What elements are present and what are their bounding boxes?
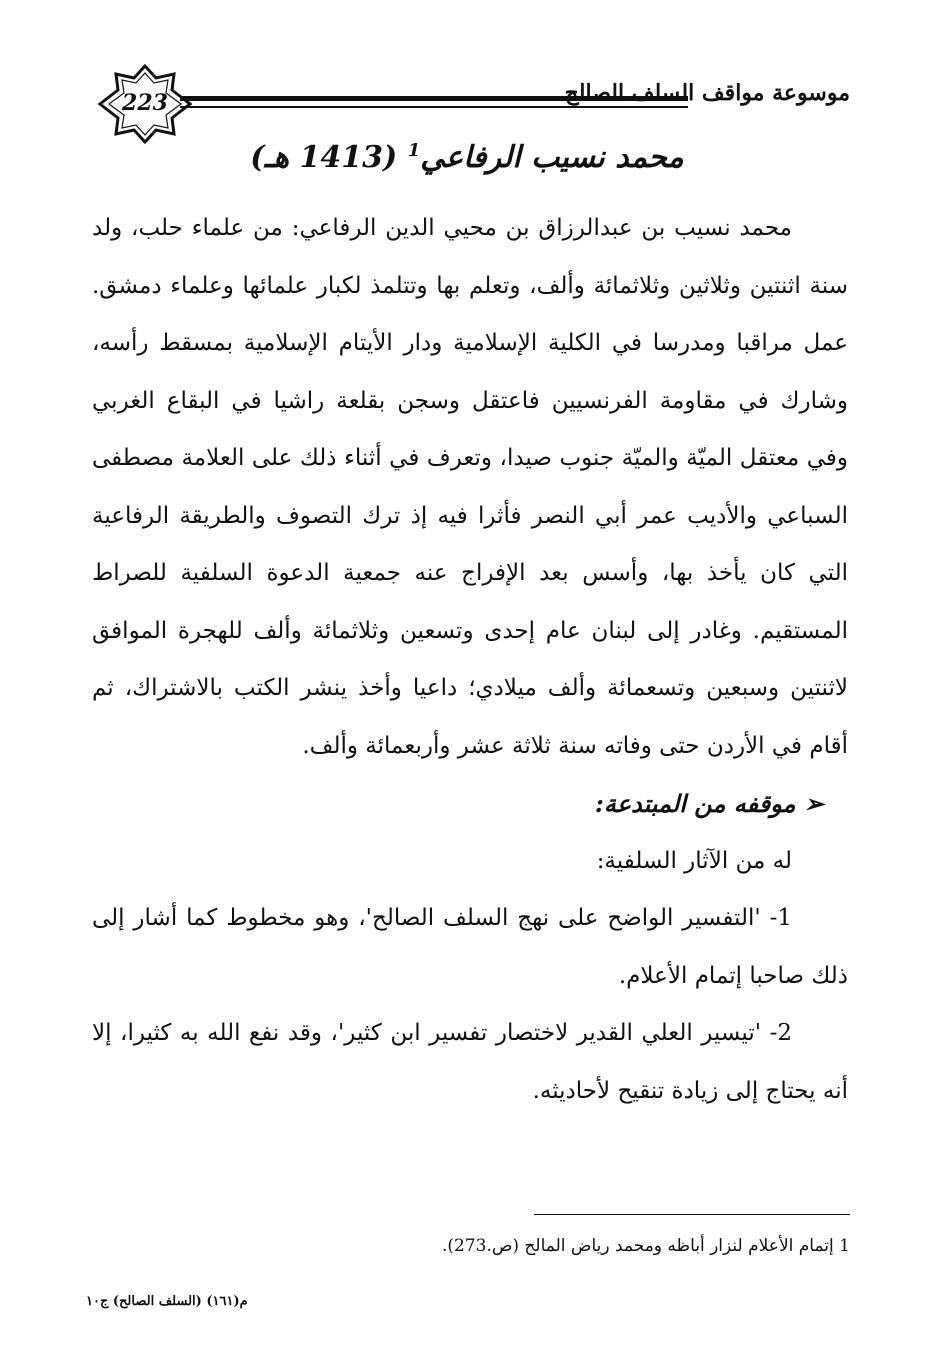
footnote-ref: 1 — [407, 140, 421, 161]
arrow-bullet-icon: ➢ — [803, 789, 824, 818]
list-item-1: 1- 'التفسير الواضح على نهج السلف الصالح'، وهو مخطوط كما أشار إلى ذلك صاحبا إتمام الأعلام. — [92, 905, 848, 989]
entry-title — [80, 140, 854, 175]
entry-year: (1413 هـ) — [250, 140, 398, 175]
page-header — [98, 64, 850, 144]
series-title: موسوعة مواقف السلف الصالح — [564, 80, 850, 106]
footnote-text: إتمام الأعلام لنزار أباظه ومحمد رياض المالح (ص.273). — [441, 1236, 834, 1256]
biography-paragraph: محمد نسيب بن عبدالرزاق بن محيي الدين الرفاعي: من علماء حلب، ولد سنة اثنتين وثلاثين وثلاثمائة وألف، وتعلم بها وتتلمذ لكبار علمائها وعلماء دمشق. عمل مراقبا ومدرسا في الكلية الإسلامية ودار الأيتام الإسلامية بمسقط رأسه، وشارك في مقاومة الفرنسيين فاعتقل وسجن بقلعة راشيا في البقاع الغربي وفي معتقل الميّة والميّة جنوب صيدا، وتعرف في أثناء ذلك على العلامة مصطفى السباعي والأديب عمر أبي النصر فأثرا فيه إذ ترك التصوف والطريقة الرفاعية التي كان يأخذ بها، وأسس بعد الإفراج عنه جمعية الدعوة السلفية للصراط المستقيم. وغادر إلى لبنان عام إحدى وتسعين وثلاثمائة وألف للهجرة الموافق لاثنتين وسبعين وتسعمائة وألف ميلادي؛ داعيا وأخذ ينشر الكتب بالاشتراك، ثم أقام في الأردن حتى وفاته سنة ثلاثة عشر وأربعمائة وألف. — [92, 215, 849, 759]
footnote-number: 1 — [839, 1236, 850, 1256]
print-signature: م(١٦١) (السلف الصالح) ج١٠ — [86, 1294, 248, 1309]
section-intro: له من الآثار السلفية: — [596, 847, 792, 874]
page-number: 223 — [122, 90, 168, 116]
entry-name: محمد نسيب الرفاعي — [420, 140, 684, 175]
section-heading — [92, 775, 848, 833]
body-text — [92, 200, 848, 1120]
footnote — [200, 1236, 850, 1256]
section-heading-text: موقفه من المبتدعة: — [594, 789, 796, 818]
list-item-2: 2- 'تيسير العلي القدير لاختصار تفسير ابن كثير'، وقد نفع الله به كثيرا، إلا أنه يحتاج إلى زيادة تنقيح لأحاديثه. — [92, 1020, 848, 1104]
footnote-divider — [534, 1214, 850, 1215]
header-rule-thin — [180, 106, 688, 108]
page-number-badge — [98, 64, 192, 144]
